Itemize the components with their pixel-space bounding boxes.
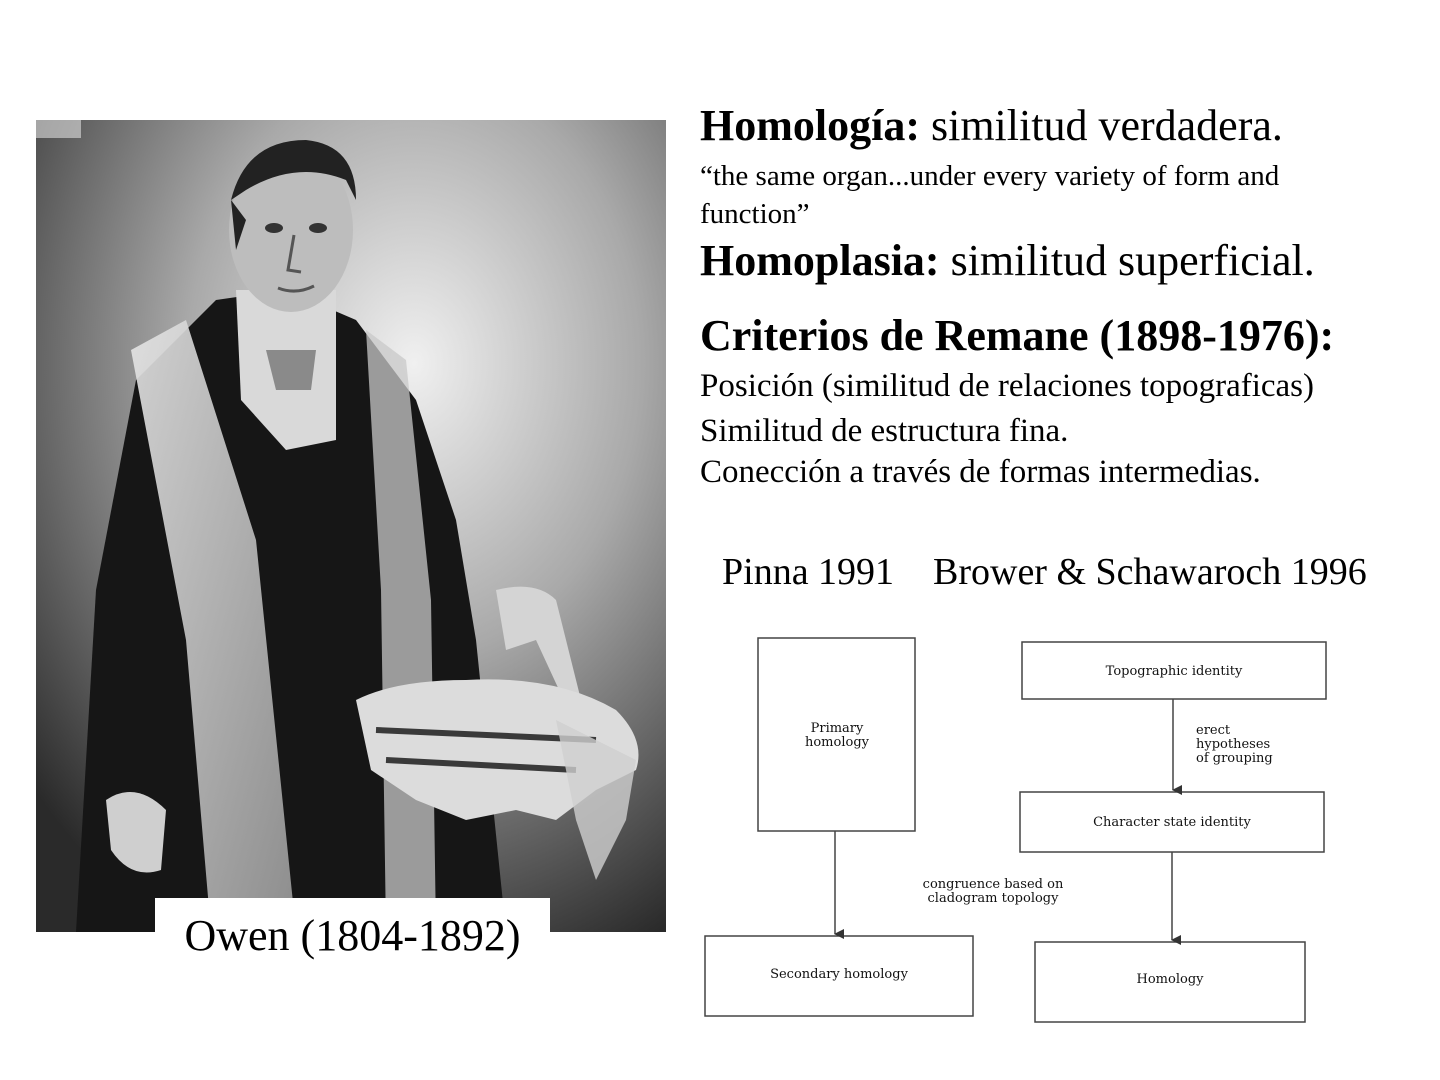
criterion-2: Similitud de estructura fina. [700,413,1069,449]
owen-quote-line-1: “the same organ...under every variety of form and [700,160,1280,192]
homology-diagram [700,630,1340,1030]
ref-brower-schawaroch: Brower & Schawaroch 1996 [933,551,1367,593]
homoplasia-definition: similitud superficial. [939,236,1315,285]
topographic-identity-label: Topographic identity [1105,664,1243,679]
arrow-label-hypotheses: hypotheses [1196,737,1271,752]
homologia-term: Homología: [700,101,920,150]
primary-homology-label-2: homology [804,735,870,750]
remane-criteria-title: Criterios de Remane (1898-1976): [700,311,1335,360]
criterion-1: Posición (similitud de relaciones topograficas) [700,368,1315,404]
congruence-label-2: cladogram topology [927,891,1059,906]
owen-quote-line-2: function” [700,198,810,230]
ref-pinna: Pinna 1991 [722,551,895,593]
portrait-caption: Owen (1804-1892) [155,898,550,974]
primary-homology-label-1: Primary [810,721,864,736]
homologia-heading [700,100,1283,151]
arrow-label-grouping: of grouping [1196,751,1273,766]
homologia-definition: similitud verdadera. [919,101,1283,150]
homoplasia-term: Homoplasia: [700,236,940,285]
arrow-label-erect: erect [1196,723,1231,738]
criterion-3: Conección a través de formas intermedias. [700,454,1261,490]
secondary-homology-label: Secondary homology [770,967,908,982]
congruence-label-1: congruence based on [922,877,1064,892]
character-state-identity-label: Character state identity [1093,815,1251,830]
owen-portrait [36,120,666,932]
homology-label: Homology [1136,972,1204,987]
homoplasia-heading [700,235,1315,286]
